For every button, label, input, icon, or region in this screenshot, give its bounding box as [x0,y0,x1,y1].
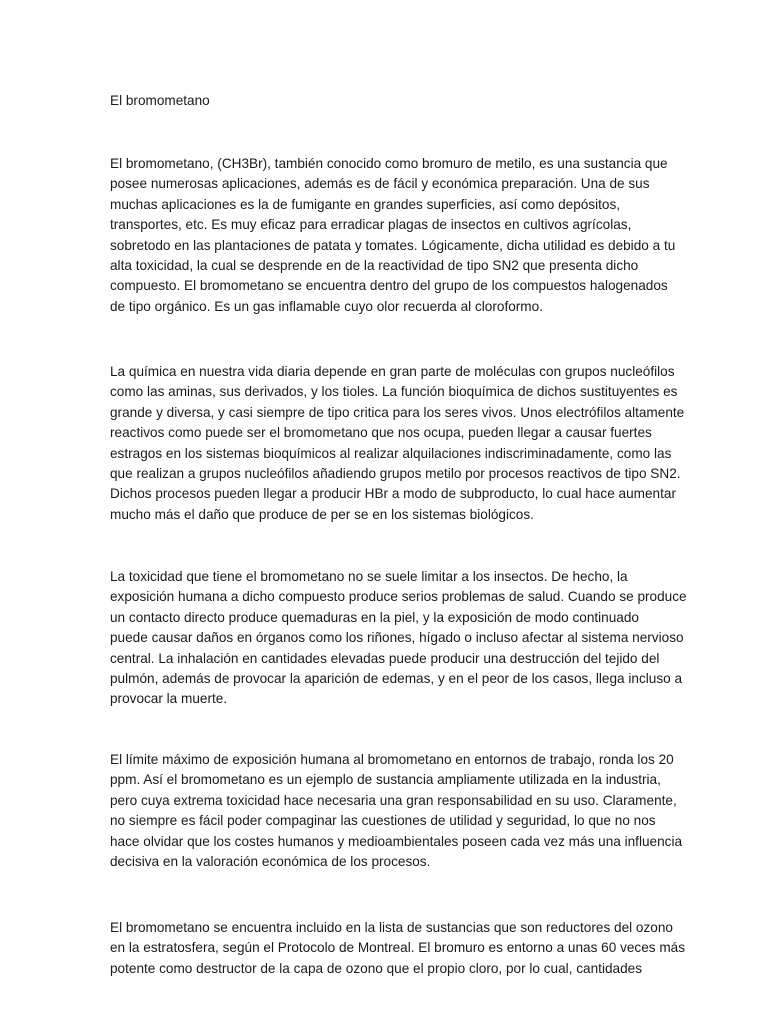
paragraph-line: central. La inhalación en cantidades elevadas puede producir una destrucción del tejido del [110,650,660,666]
paragraph-line: grande y diversa, y casi siempre de tipo critica para los seres vivos. Unos electrófilos altamente [110,404,685,420]
paragraph-line: reactivos como puede ser el bromometano que nos ocupa, pueden llegar a causar fuertes [110,425,652,441]
document-title: El bromometano [110,93,210,108]
paragraph-2 [110,362,685,525]
paragraph-line: no siempre es fácil poder compaginar las cuestiones de utilidad y seguridad, lo que no nos [110,813,656,829]
paragraph-line: que realizan a grupos nucleófilos añadiendo grupos metilo por procesos reactivos de tipo SN2. [110,466,681,482]
paragraph-line: exposición humana a dicho compuesto produce serios problemas de salud. Cuando se produce [110,589,687,605]
paragraph-4 [110,750,683,872]
paragraph-line: posee numerosas aplicaciones, además es de fácil y económica preparación. Una de sus [110,176,650,192]
paragraph-line: mucho más el daño que produce de per se en los sistemas biológicos. [110,506,534,522]
paragraph-line: puede causar daños en órganos como los riñones, hígado o incluso afectar al sistema nervioso [110,630,684,646]
paragraph-line: muchas aplicaciones es la de fumigante en grandes superficies, así como depósitos, [110,196,621,212]
paragraph-line: hace olvidar que los costes humanos y medioambientales poseen cada vez más una influencia [110,833,683,849]
paragraph-line: El bromometano, (CH3Br), también conocido como bromuro de metilo, es una sustancia que [110,156,668,171]
paragraph-5 [110,918,686,979]
paragraph-line: Dichos procesos pueden llegar a producir HBr a modo de subproducto, lo cual hace aumentar [110,486,676,502]
paragraph-line: compuesto. El bromometano se encuentra dentro del grupo de los compuestos halogenados [110,278,668,294]
paragraph-line: El límite máximo de exposición humana al bromometano en entornos de trabajo, ronda los 20 [110,752,674,767]
paragraph-line: potente como destructor de la capa de ozono que el propio cloro, por lo cual, cantidades [110,960,643,976]
paragraph-3 [110,567,687,710]
paragraph-1 [110,154,676,317]
paragraph-line: un contacto directo produce quemaduras en la piel, y la exposición de modo continuado [110,609,639,625]
paragraph-line: El bromometano se encuentra incluido en la lista de sustancias que son reductores del ozono [110,920,673,935]
paragraph-line: estragos en los sistemas bioquímicos al realizar alquilaciones indiscriminadamente, como las [110,445,672,461]
paragraph-line: ppm. Así el bromometano es un ejemplo de sustancia ampliamente utilizada en la industria, [110,772,661,788]
paragraph-line: La química en nuestra vida diaria depende en gran parte de moléculas con grupos nucleófilos [110,364,675,379]
paragraph-line: La toxicidad que tiene el bromometano no se suele limitar a los insectos. De hecho, la [110,569,628,584]
paragraph-line: pulmón, además de provocar la aparición de edemas, y en el peor de los casos, llega incluso a [110,671,683,687]
paragraph-line: decisiva en la valoración económica de los procesos. [110,854,431,870]
paragraph-line: como las aminas, sus derivados, y los tioles. La función bioquímica de dichos sustituyentes es [110,384,678,400]
paragraph-line: en la estratosfera, según el Protocolo de Montreal. El bromuro es entorno a unas 60 veces más [110,940,686,956]
paragraph-line: alta toxicidad, la cual se desprende en de la reactividad de tipo SN2 que presenta dicho [110,258,639,274]
paragraph-line: provocar la muerte. [110,691,228,707]
paragraph-line: sobretodo en las plantaciones de patata y tomates. Lógicamente, dicha utilidad es debido a tu [110,237,676,253]
paragraph-line: pero cuya extrema toxicidad hace necesaria una gran responsabilidad en su uso. Claramente, [110,792,677,808]
paragraph-line: transportes, etc. Es muy eficaz para erradicar plagas de insectos en cultivos agrícolas, [110,217,632,233]
paragraph-line: de tipo orgánico. Es un gas inflamable cuyo olor recuerda al cloroformo. [110,298,543,314]
